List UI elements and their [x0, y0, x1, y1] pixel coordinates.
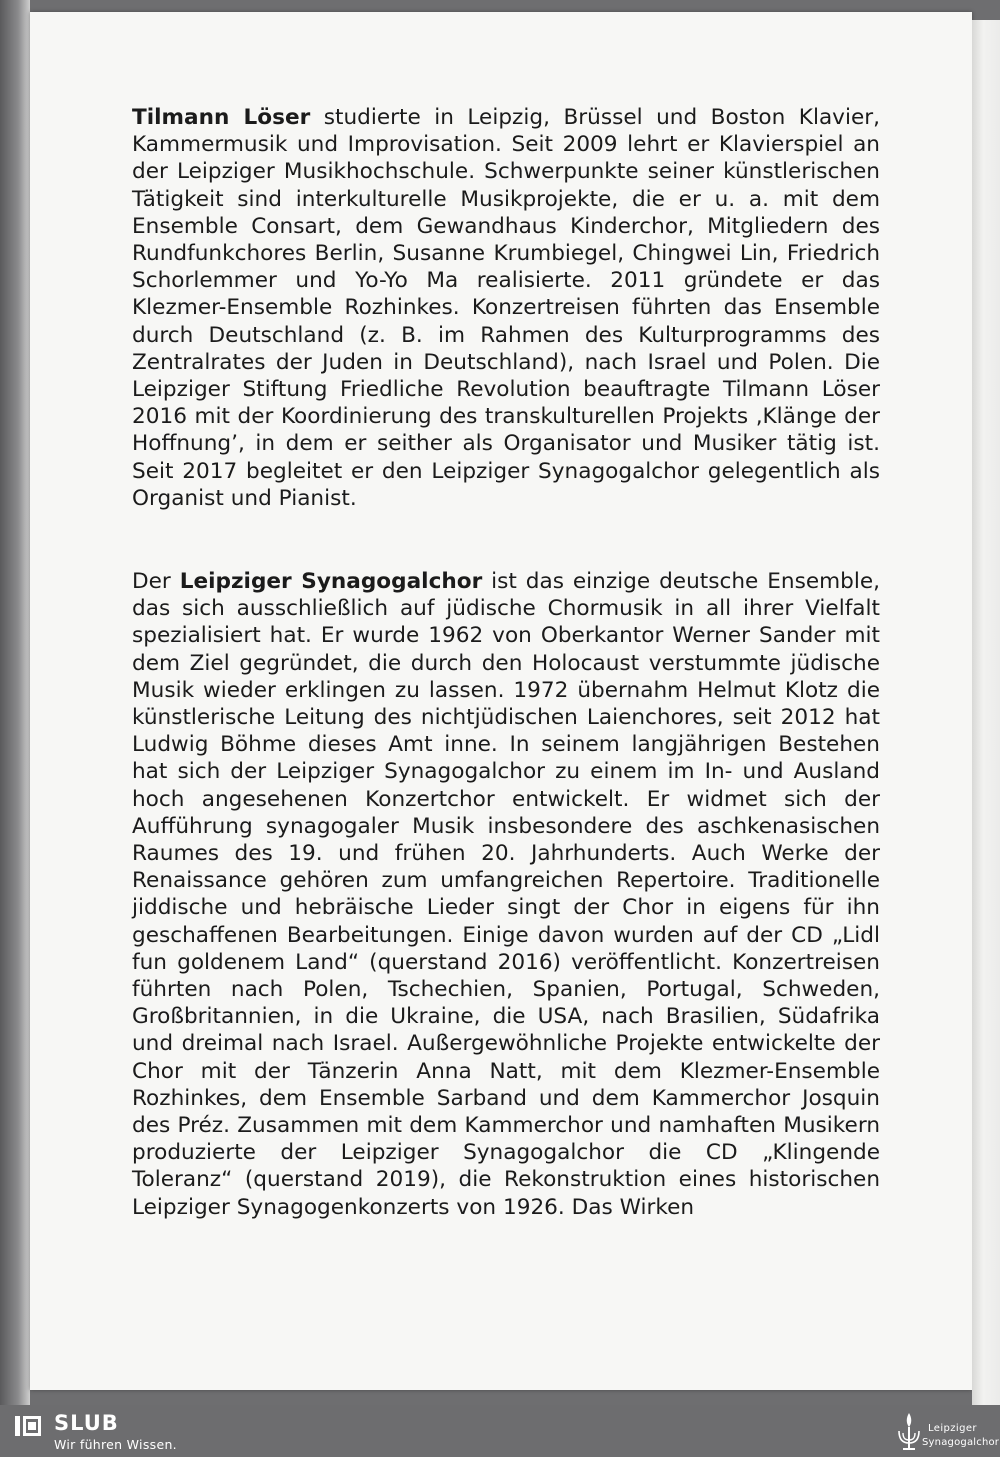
library-tagline: Wir führen Wissen. [54, 1437, 177, 1452]
paragraph1-body: studierte in Leipzig, Brüssel und Boston Klavier, Kammermusik und Improvisation. Seit 2009 lehrt er Klavierspiel an der Leipziger Musikhochschule. Schwerpunkte seiner künstlerischen Tätigkeit sind interkulturelle Musikprojekte, die er u. a. mit dem Ensemble Consart, dem Gewandhaus Kinderchor, Mitgliedern des Rundfunkchores Berlin, Susanne Krumbiegel, Chingwei Lin, Friedrich Schorlemmer und Yo-Yo Ma realisierte. 2011 gründete er das Klezmer-Ensemble Rozhinkes. Konzertreisen führten das Ensemble durch Deutschland (z. B. im Rahmen des Kulturprogramms des Zentralrates der Juden in Deutschland), nach Israel und Polen. Die Leipziger Stiftung Friedliche Revolution beauftragte Tilmann Löser 2016 mit der Koordinierung des transkulturellen Projekts ‚Klänge der Hoffnung’, in dem er seither als Organisator und Musiker tätig ist. Seit 2017 begleitet er den Leipziger Synagogalchor gelegentlich als Organist und Pianist. [132, 105, 880, 511]
choir-logo-line2: Synagogalchor [922, 1437, 1000, 1448]
lead-name-synagogalchor: Leipziger Synagogalchor [179, 569, 483, 594]
paragraph-synagogalchor [132, 568, 880, 1221]
slub-logo-icon[interactable] [14, 1414, 44, 1438]
menorah-logo-icon [894, 1409, 924, 1453]
paragraph-tilmann-loeser [132, 104, 880, 512]
paragraph2-body: ist das einzige deutsche Ensemble, das sich ausschließlich auf jüdische Chormusik in all ihrer Vielfalt spezialisiert hat. Er wurde 1962 von Oberkantor Werner Sander mit dem Ziel gegründet, die durch den Holocaust verstummte jüdische Musik wieder erklingen zu lassen. 1972 übernahm Helmut Klotz die künstlerische Leitung des nichtjüdischen Laienchores, seit 2012 hat Ludwig Böhme dieses Amt inne. In seinem langjährigen Bestehen hat sich der Leipziger Synagogalchor zu einem im In- und Ausland hoch angesehenen Konzertchor entwickelt. Er widmet sich der Aufführung synagogaler Musik insbesondere des aschkenasischen Raumes des 19. und frühen 20. Jahrhunderts. Auch Werke der Renaissance gehören zum umfangreichen Repertoire. Traditionelle jiddische und hebräische Lieder singt der Chor in eigens für ihn geschaffenen Bearbeitungen. Einige davon wurden auf der CD „Lidl fun goldenem Land“ (querstand 2016) veröffentlicht. Konzertreisen führten nach Polen, Tschechien, Spanien, Portugal, Schweden, Großbritannien, in die Ukraine, die USA, nach Brasilien, Südafrika und dreimal nach Israel. Außergewöhnliche Projekte entwickelte der Chor mit der Tänzerin Anna Natt, mit dem Klezmer-Ensemble Rozhinkes, dem Ensemble Sarband und dem Kammerchor Josquin des Préz. Zusammen mit dem Kammerchor und namhaften Musikern produzierte der Leipziger Synagogalchor die CD „Klingende Toleranz“ (querstand 2019), die Rekonstruktion eines historischen Leipziger Synagogenkonzerts von 1926. Das Wirken [132, 569, 880, 1220]
library-name[interactable]: SLUB [54, 1411, 119, 1435]
next-page-edge [972, 20, 1000, 1405]
booklet-page [30, 12, 972, 1390]
choir-logo-line1: Leipziger [928, 1423, 977, 1434]
viewer-footer [0, 1405, 1000, 1457]
scan-edge-left [0, 0, 30, 1405]
paragraph2-prefix: Der [132, 569, 180, 594]
lead-name-tilmann-loeser: Tilmann Löser [132, 105, 311, 130]
